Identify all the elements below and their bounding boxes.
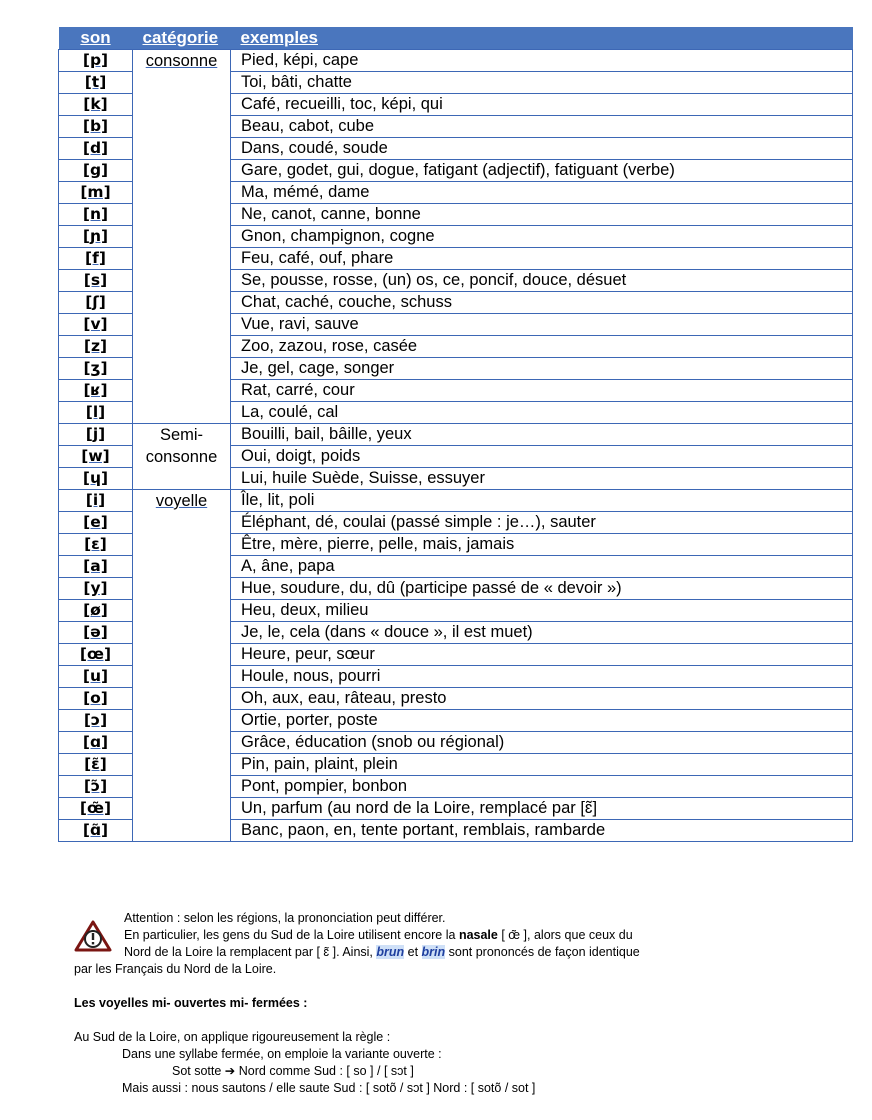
examples-cell: Heu, deux, milieu	[231, 600, 853, 622]
examples-cell: Banc, paon, en, tente portant, remblais, rambarde	[231, 820, 853, 842]
examples-cell: Hue, soudure, du, dû (participe passé de « devoir »)	[231, 578, 853, 600]
examples-cell: Heure, peur, sœur	[231, 644, 853, 666]
phoneme-cell: [ɔ]	[59, 710, 133, 732]
header-son: son	[59, 27, 133, 50]
warning-line-3: Nord de la Loire la remplacent par [ ɛ̃ ]. Ainsi, brun et brin sont prononcés de façon identique	[124, 945, 640, 959]
phoneme-cell: [t]	[59, 72, 133, 94]
phoneme-cell: [g]	[59, 160, 133, 182]
examples-cell: Lui, huile Suède, Suisse, essuyer	[231, 468, 853, 490]
examples-cell: Gnon, champignon, cogne	[231, 226, 853, 248]
examples-cell: Pin, pain, plaint, plein	[231, 754, 853, 776]
phoneme-cell: [œ̃]	[59, 798, 133, 820]
examples-cell: A, âne, papa	[231, 556, 853, 578]
category-consonne: consonne	[133, 50, 231, 424]
phoneme-cell: [l]	[59, 402, 133, 424]
phoneme-cell: [j]	[59, 424, 133, 446]
examples-cell: La, coulé, cal	[231, 402, 853, 424]
examples-cell: Café, recueilli, toc, képi, qui	[231, 94, 853, 116]
phoneme-cell: [k]	[59, 94, 133, 116]
examples-cell: Chat, caché, couche, schuss	[231, 292, 853, 314]
phoneme-cell: [ɑ]	[59, 732, 133, 754]
warning-line-2: En particulier, les gens du Sud de la Loire utilisent encore la nasale [ œ̃ ], alors que ceux du	[124, 928, 633, 942]
examples-cell: Pont, pompier, bonbon	[231, 776, 853, 798]
phoneme-cell: [b]	[59, 116, 133, 138]
examples-cell: Dans, coudé, soude	[231, 138, 853, 160]
word-brin: brin	[421, 945, 446, 959]
examples-cell: Vue, ravi, sauve	[231, 314, 853, 336]
category-semi-consonne: Semi- consonne	[133, 424, 231, 490]
examples-cell: Feu, café, ouf, phare	[231, 248, 853, 270]
examples-cell: Se, pousse, rosse, (un) os, ce, poncif, douce, désuet	[231, 270, 853, 292]
phoneme-cell: [ɛ̃]	[59, 754, 133, 776]
examples-cell: Ortie, porter, poste	[231, 710, 853, 732]
phoneme-cell: [p]	[59, 50, 133, 72]
warning-line-4: par les Français du Nord de la Loire.	[74, 962, 277, 976]
phoneme-cell: [œ]	[59, 644, 133, 666]
table-row	[59, 424, 853, 446]
examples-cell: Je, le, cela (dans « douce », il est muet)	[231, 622, 853, 644]
phoneme-cell: [u]	[59, 666, 133, 688]
warning-line-1: Attention : selon les régions, la prononciation peut différer.	[124, 911, 446, 925]
phoneme-cell: [d]	[59, 138, 133, 160]
examples-cell: Pied, képi, cape	[231, 50, 853, 72]
examples-cell: Je, gel, cage, songer	[231, 358, 853, 380]
phoneme-cell: [ɥ]	[59, 468, 133, 490]
examples-cell: Ne, canot, canne, bonne	[231, 204, 853, 226]
phoneme-cell: [ʁ]	[59, 380, 133, 402]
rule-intro: Au Sud de la Loire, on applique rigoureusement la règle :	[74, 1030, 391, 1044]
warning-icon	[74, 920, 112, 952]
examples-cell: Ma, mémé, dame	[231, 182, 853, 204]
phoneme-cell: [v]	[59, 314, 133, 336]
phoneme-cell: [y]	[59, 578, 133, 600]
examples-cell: Éléphant, dé, coulai (passé simple : je…), sauter	[231, 512, 853, 534]
phoneme-cell: [m]	[59, 182, 133, 204]
examples-cell: Être, mère, pierre, pelle, mais, jamais	[231, 534, 853, 556]
rule-example-1: Sot sotte ➔ Nord comme Sud : [ so ] / [ sɔt ]	[172, 1064, 414, 1078]
category-voyelle: voyelle	[133, 490, 231, 842]
examples-cell: Beau, cabot, cube	[231, 116, 853, 138]
phoneme-cell: [ɔ̃]	[59, 776, 133, 798]
rule-line-1: Dans une syllabe fermée, on emploie la variante ouverte :	[122, 1047, 442, 1061]
phoneme-cell: [ɛ]	[59, 534, 133, 556]
word-brun: brun	[376, 945, 405, 959]
table-body	[59, 50, 853, 842]
examples-cell: Oui, doigt, poids	[231, 446, 853, 468]
phoneme-cell: [i]	[59, 490, 133, 512]
phoneme-cell: [ø]	[59, 600, 133, 622]
phoneme-cell: [w]	[59, 446, 133, 468]
table-header-row	[59, 27, 853, 50]
examples-cell: Houle, nous, pourri	[231, 666, 853, 688]
table-row	[59, 50, 853, 72]
header-exemples: exemples	[231, 27, 853, 50]
phoneme-cell: [n]	[59, 204, 133, 226]
section-title: Les voyelles mi- ouvertes mi- fermées :	[74, 996, 308, 1010]
phoneme-cell: [ʒ]	[59, 358, 133, 380]
examples-cell: Île, lit, poli	[231, 490, 853, 512]
examples-cell: Zoo, zazou, rose, casée	[231, 336, 853, 358]
phoneme-cell: [ɑ̃]	[59, 820, 133, 842]
rule-example-2: Mais aussi : nous sautons / elle saute Sud : [ sotõ / sɔt ] Nord : [ sotõ / sot ]	[122, 1081, 536, 1095]
phoneme-cell: [o]	[59, 688, 133, 710]
phonetics-table	[58, 27, 853, 842]
phoneme-cell: [ɲ]	[59, 226, 133, 248]
phoneme-cell: [a]	[59, 556, 133, 578]
notes-section	[74, 910, 834, 1097]
phoneme-cell: [f]	[59, 248, 133, 270]
examples-cell: Toi, bâti, chatte	[231, 72, 853, 94]
warning-block	[74, 910, 834, 978]
phoneme-cell: [e]	[59, 512, 133, 534]
phoneme-cell: [ə]	[59, 622, 133, 644]
phoneme-cell: [z]	[59, 336, 133, 358]
examples-cell: Grâce, éducation (snob ou régional)	[231, 732, 853, 754]
examples-cell: Bouilli, bail, bâille, yeux	[231, 424, 853, 446]
phoneme-cell: [s]	[59, 270, 133, 292]
examples-cell: Oh, aux, eau, râteau, presto	[231, 688, 853, 710]
examples-cell: Rat, carré, cour	[231, 380, 853, 402]
examples-cell: Gare, godet, gui, dogue, fatigant (adjectif), fatiguant (verbe)	[231, 160, 853, 182]
phoneme-cell: [ʃ]	[59, 292, 133, 314]
table-row	[59, 490, 853, 512]
examples-cell: Un, parfum (au nord de la Loire, remplacé par [ɛ̃]	[231, 798, 853, 820]
header-categorie: catégorie	[133, 27, 231, 50]
nasale-bold: nasale	[458, 928, 498, 942]
